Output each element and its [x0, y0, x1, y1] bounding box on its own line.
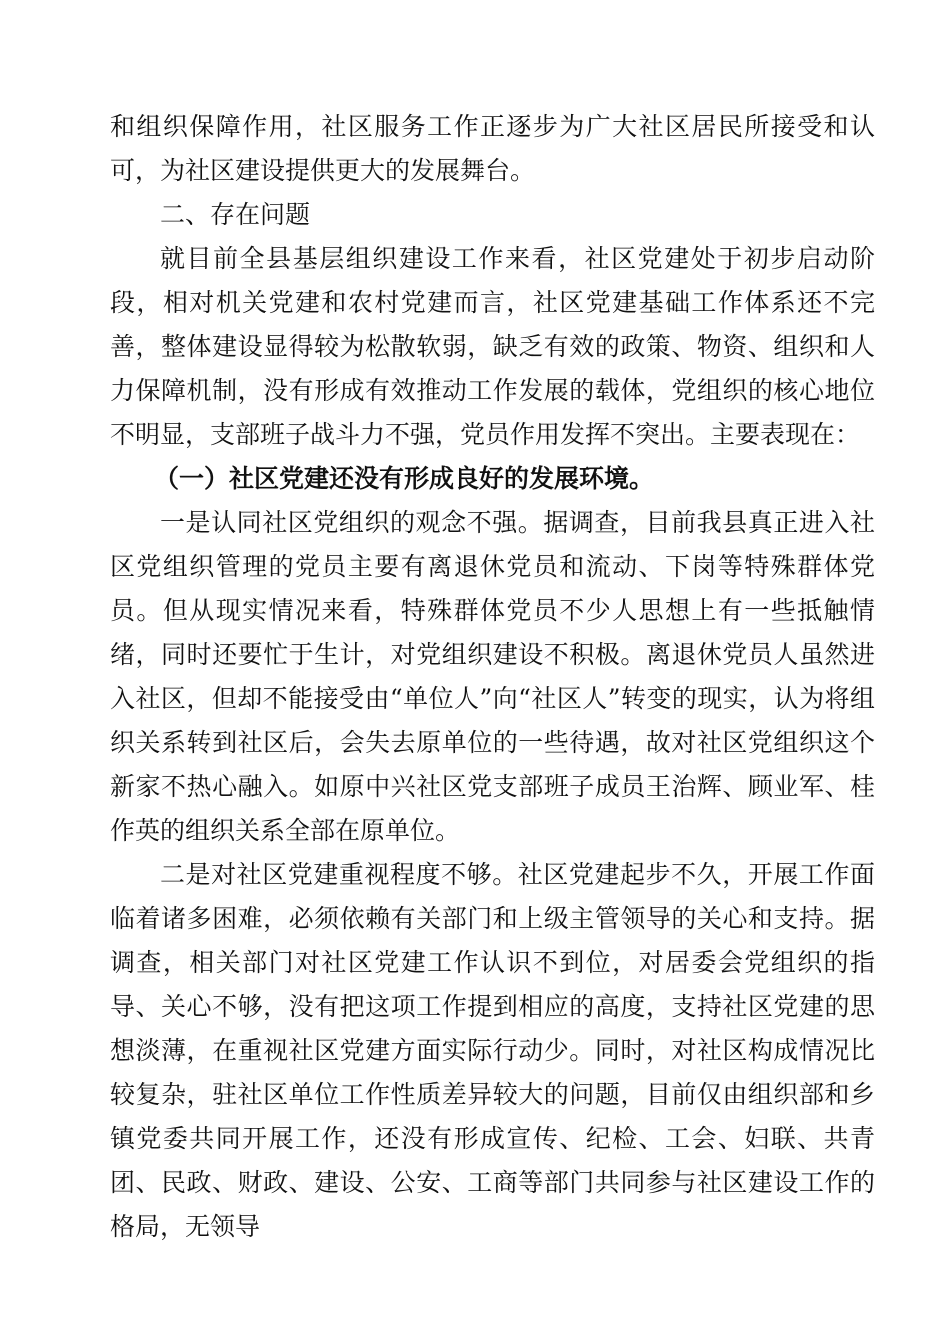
paragraph-point-one: 一是认同社区党组织的观念不强。据调查，目前我县真正进入社区党组织管理的党员主要有离退休党员和流动、下岗等特殊群体党员。但从现实情况来看，特殊群体党员不少人思想上有一些抵触情绪，同时还要忙于生计，对党组织建设不积极。离退休党员人虽然进入社区，但却不能接受由“单位人”向“社区人”转变的现实，认为将组织关系转到社区后，会失去原单位的一些待遇，故对社区党组织这个新家不热心融入。如原中兴社区党支部班子成员王治辉、顾业军、桂作英的组织关系全部在原单位。 [110, 508, 875, 845]
document-page [110, 105, 875, 1249]
paragraph-point-two: 二是对社区党建重视程度不够。社区党建起步不久，开展工作面临着诸多困难，必须依赖有关部门和上级主管领导的关心和支持。据调查，相关部门对社区党建工作认识不到位，对居委会党组织的指导、关心不够，没有把这项工作提到相应的高度，支持社区党建的思想淡薄，在重视社区党建方面实际行动少。同时，对社区构成情况比较复杂，驻社区单位工作性质差异较大的问题，目前仅由组织部和乡镇党委共同开展工作，还没有形成宣传、纪检、工会、妇联、共青团、民政、财政、建设、公安、工商等部门共同参与社区建设工作的格局，无领导 [110, 860, 875, 1241]
paragraph-continuation: 和组织保障作用，社区服务工作正逐步为广大社区居民所接受和认可，为社区建设提供更大的发展舞台。 [110, 112, 875, 185]
paragraph-overview: 就目前全县基层组织建设工作来看，社区党建处于初步启动阶段，相对机关党建和农村党建而言，社区党建基础工作体系还不完善，整体建设显得较为松散软弱，缺乏有效的政策、物资、组织和人力保障机制，没有形成有效推动工作发展的载体，党组织的核心地位不明显，支部班子战斗力不强，党员作用发挥不突出。主要表现在： [110, 244, 875, 449]
section-heading: 二、存在问题 [160, 200, 311, 229]
subsection-heading: （一）社区党建还没有形成良好的发展环境。 [154, 464, 655, 493]
